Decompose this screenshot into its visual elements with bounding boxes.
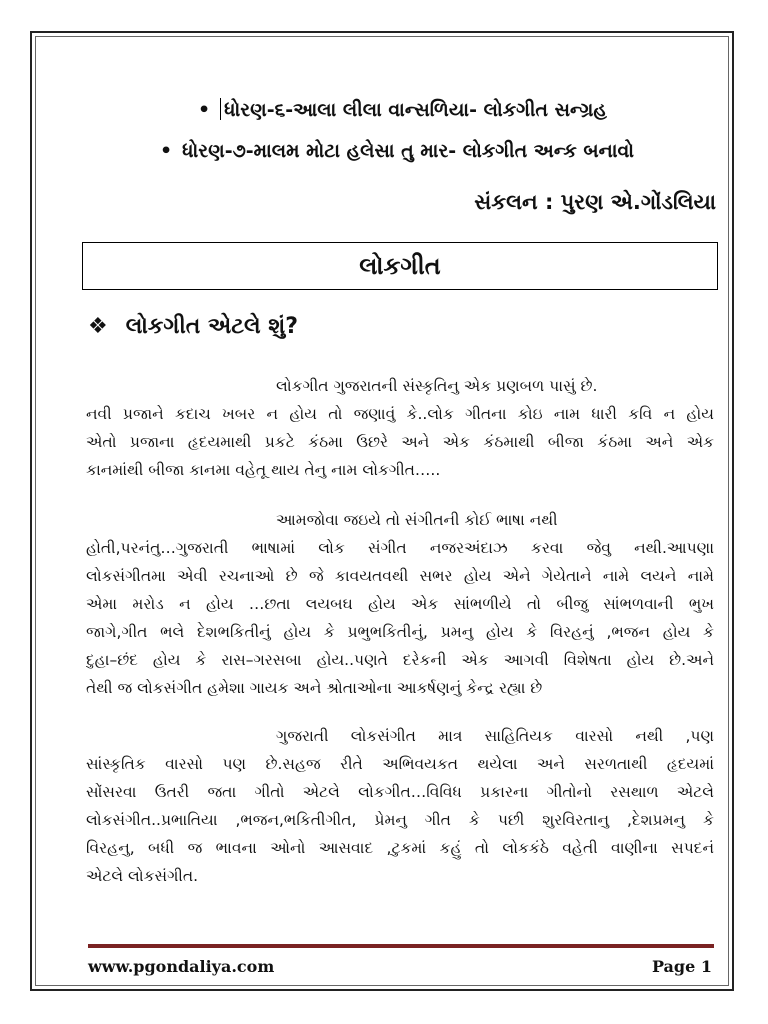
paragraph-line: એટલે લોકસંગીત. xyxy=(86,867,199,885)
diamond-bullet-icon: ❖ xyxy=(88,314,108,339)
paragraph-line: લોકસંગીત..પ્રભાતિયા ,ભજન,ભકિતીગીત, પ્રેમનુ ગીત કે પછી શુરવિરતાનુ ,દેશપ્રમનુ કે xyxy=(86,811,714,829)
paragraph-line: દુહા–છંદ હોય કે રાસ–ગરસબા હોય..પણતે દરેકની એક આગવી વિશેષતા હોય છે.અને xyxy=(86,651,714,669)
paragraph-line: લોકગીત ગુજરાતની સંસ્કૃતિનુ એક પ્રણબળ પાસું છે. xyxy=(276,377,598,395)
footer-page-number: Page 1 xyxy=(651,957,712,976)
paragraph-line: જાગે,ગીત ભલે દેશભકિતીનું હોય કે પ્રભુભકિતીનું, પ્રમનુ હોય કે વિરહનું ,ભજન હોય કે xyxy=(86,623,714,641)
bullet-text: ધોરણ-૭-માલમ મોટા હલેસા તુ માર- લોકગીત અન્ક બનાવો xyxy=(182,140,635,162)
compiler-credit: સંકલન : પુરણ એ.ગોંડલિયા xyxy=(474,190,716,214)
paragraph-line: એતો પ્રજાના હૃદયમાથી પ્રકટે કંઠમા ઉછરે અને એક કંઠમાથી બીજા કંઠમા અને એક xyxy=(86,433,714,451)
paragraph-line: સોંસરવા ઉતરી જતા ગીતો એટલે લોકગીત…વિવિધ પ્રકારના ગીતોનો રસથાળ એટલે xyxy=(86,783,714,801)
paragraph-line: હોતી,પરનંતુ…ગુજરાતી ભાષામાં લોક સંગીત નજરઅંદાઝ કરવા જેવુ નથી.આપણા xyxy=(86,539,714,557)
header-bullet-2 xyxy=(160,140,634,162)
text-cursor xyxy=(220,98,221,120)
paragraph-line: ગુજરાતી લોકસંગીત માત્ર સાહિતિયક વારસો નથી ,પણ xyxy=(276,727,714,745)
paragraph-line: નવી પ્રજાને કદાચ ખબર ન હોય તો જણાવું કે..લોક ગીતના કોઇ નામ ધારી કવિ ન હોય xyxy=(86,405,714,423)
paragraph-line: એમા મરોડ ન હોય …છતા લયબઘ હોય એક સાંભળીયે તો બીજુ સાંભળવાની ભુખ xyxy=(86,595,714,613)
section-heading-text: લોકગીત એટલે શું? xyxy=(125,314,299,339)
paragraph-line: લોકસંગીતમા એવી રચનાઓ છે જે કાવયતવથી સભર હોય એને ગેયેતાને નામે લયને નામે xyxy=(86,567,714,585)
paragraph-line: સાંસ્કૃતિક વારસો પણ છે.સહજ રીતે અભિવયકત થયેલા અને સરળતાથી હૃદયમાં xyxy=(86,755,714,773)
footer-divider xyxy=(88,944,714,948)
bullet-text: ધોરણ-૬-આલા લીલા વાન્સળિયા- લોકગીત સન્ગ્રહ xyxy=(224,99,607,121)
bullet-dot: • xyxy=(160,140,173,162)
paragraph-line: તેથી જ લોકસંગીત હમેશા ગાયક અને શ્રોતાઓના આકર્ષણનું કેન્દ્ર રહ્યા છે xyxy=(86,679,543,697)
paragraph-2 xyxy=(86,506,714,702)
section-heading xyxy=(88,314,298,339)
header-bullet-1 xyxy=(198,98,607,121)
title-box xyxy=(82,242,718,290)
paragraph-1 xyxy=(86,372,714,484)
page-title: લોકગીત xyxy=(359,252,441,280)
bullet-dot: • xyxy=(198,99,211,121)
paragraph-line: કાનમાંથી બીજા કાનમા વહેતૂ થાય તેનુ નામ લોકગીત….. xyxy=(86,461,441,479)
paragraph-line: વિરહનુ, બધી જ ભાવના ઓનો આસવાદ ,ટુકમાં કહું તો લોકકંઠે વહેતી વાણીના સપદનં xyxy=(86,839,714,857)
paragraph-line: આમજોવા જઇયે તો સંગીતની કોઈ ભાષા નથી xyxy=(276,511,558,529)
paragraph-3 xyxy=(86,722,714,890)
footer-website: www.pgondaliya.com xyxy=(88,957,275,976)
